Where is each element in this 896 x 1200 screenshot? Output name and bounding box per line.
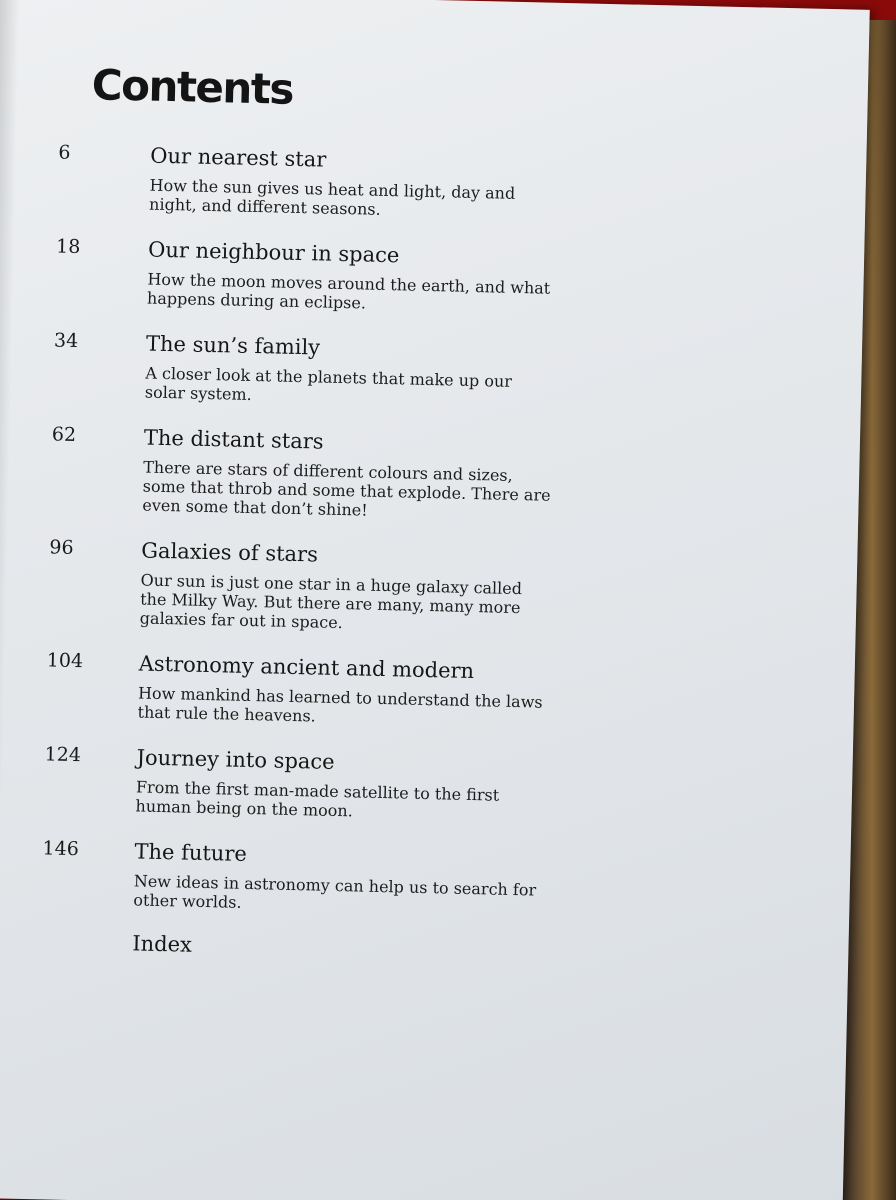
entry-heading: The distant stars bbox=[143, 425, 324, 454]
toc-entry bbox=[50, 421, 612, 525]
entry-body bbox=[145, 330, 615, 413]
entry-page-number: 62 bbox=[51, 423, 77, 446]
entry-page-number: 146 bbox=[42, 837, 80, 861]
entry-heading: The sun’s family bbox=[145, 331, 321, 360]
toc-entry bbox=[41, 835, 602, 920]
toc-entry bbox=[43, 741, 604, 826]
toc-entry bbox=[48, 534, 610, 638]
entry-page-number: 34 bbox=[53, 329, 79, 352]
entry-heading: Our nearest star bbox=[150, 143, 327, 172]
entry-heading: The future bbox=[134, 839, 248, 866]
entry-heading: Astronomy ancient and modern bbox=[138, 651, 475, 684]
toc-entry bbox=[55, 233, 616, 318]
entry-description: There are stars of different colours and sizes, some that throb and some that explode. There are even some that don’t shine! bbox=[142, 457, 551, 520]
entry-description: A closer look at the planets that make up our solar system. bbox=[144, 363, 513, 404]
table-of-contents bbox=[40, 140, 618, 966]
entry-page-number: 96 bbox=[49, 536, 74, 559]
entry-page-number: 104 bbox=[46, 649, 84, 673]
entry-description: From the first man-made satellite to the first human being on the moon. bbox=[135, 777, 500, 821]
entry-body bbox=[135, 743, 605, 826]
entry-heading: Journey into space bbox=[136, 745, 335, 774]
entry-description: How the moon moves around the earth, and what happens during an eclipse. bbox=[146, 269, 551, 313]
entry-heading: Our neighbour in space bbox=[147, 237, 400, 268]
toc-entry bbox=[45, 647, 606, 732]
page-title: Contents bbox=[91, 60, 294, 114]
page-gutter-shadow bbox=[0, 0, 20, 1198]
toc-entry bbox=[57, 140, 618, 225]
entry-page-number: 18 bbox=[55, 235, 81, 259]
entry-description: New ideas in astronomy can help us to search for other worlds. bbox=[133, 871, 537, 912]
entry-body bbox=[149, 142, 619, 225]
entry-description: Our sun is just one star in a huge galaxy called the Milky Way. But there are many, many more galaxies far out in space. bbox=[139, 570, 523, 633]
entry-page-number: 6 bbox=[58, 141, 71, 164]
entry-body bbox=[147, 236, 617, 319]
entry-body bbox=[142, 424, 612, 526]
entry-body bbox=[133, 837, 603, 920]
entry-description: How mankind has learned to understand the laws that rule the heavens. bbox=[137, 683, 543, 726]
entry-body bbox=[137, 649, 607, 732]
entry-page-number: 124 bbox=[44, 743, 82, 767]
index-entry: Index bbox=[132, 931, 193, 957]
entry-description: How the sun gives us heat and light, day and night, and different seasons. bbox=[148, 175, 516, 219]
toc-entry bbox=[53, 327, 614, 412]
entry-body bbox=[140, 536, 610, 638]
entry-heading: Galaxies of stars bbox=[141, 538, 319, 567]
